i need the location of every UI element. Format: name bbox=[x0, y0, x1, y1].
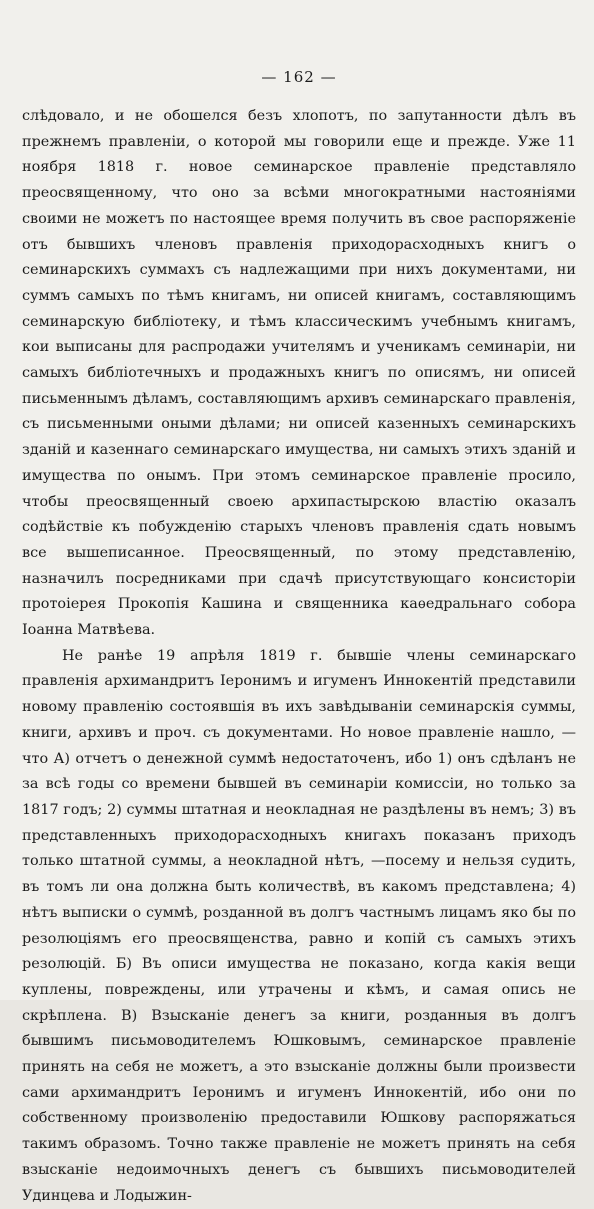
page-number: — 162 — bbox=[261, 68, 337, 86]
paragraph-april-1819: Не ранѣе 19 апрѣля 1819 г. бывшіе члены семинарскаго правленія архимандритъ Іеронимъ и игуменъ Иннокентій представили новому правленію состоявшія въ ихъ завѣдываніи семинарскія суммы, книги, архивъ и проч. съ документами. Но новое правленіе нашло, —что А) отчетъ о денежной суммѣ недостаточенъ, ибо 1) онъ сдѣланъ не за всѣ годы со времени бывшей въ семинаріи комиссіи, но только за 1817 годъ; 2) суммы штатная и неокладная не раздѣлены въ немъ; 3) въ представленныхъ приходорасходныхъ книгахъ показанъ приходъ только штатной суммы, а неокладной нѣтъ, —посему и нельзя судить, въ томъ ли она должна быть количествѣ, въ какомъ представлена; 4) нѣтъ выписки о суммѣ, розданной въ долгъ частнымъ лицамъ яко бы по резолюціямъ его преосвященства, равно и копій съ самыхъ этихъ резолюцій. Б) Въ описи имущества не показано, когда какія вещи куплены, повреждены, или утрачены и кѣмъ, и самая опись не скрѣплена. В) Взысканіе денегъ за книги, розданныя въ долгъ бывшимъ письмоводителемъ Юшковымъ, семинарское правленіе принять на себя не можетъ, а это взысканіе должны были произвести сами архимандритъ Іеронимъ и игуменъ Иннокентій, ибо они по собственному произволенію предоставили Юшкову распоряжаться такимъ образомъ. Точно также правленіе не можетъ принять на себя взысканіе недоимочныхъ денегъ съ бывшихъ письмоводителей Удинцева и Лодыжин- bbox=[22, 647, 576, 1204]
paragraph-continuation: слѣдовало, и не обошелся безъ хлопотъ, по запутанности дѣлъ въ прежнемъ правленіи, о которой мы говорили еще и прежде. Уже 11 ноября 1818 г. новое семинарское правленіе представляло преосвященному, что оно за всѣми многократными настояніями своими не можетъ по настоящее время получить въ свое распоряженіе отъ бывшихъ членовъ правленія приходорасходныхъ книгъ о семинарскихъ суммахъ съ надлежащими при нихъ документами, ни суммъ самыхъ по тѣмъ книгамъ, ни описей книгамъ, составляющимъ семинарскую библіотеку, и тѣмъ классическимъ учебнымъ книгамъ, кои выписаны для распродажи учителямъ и ученикамъ семинаріи, ни самыхъ библіотечныхъ и продажныхъ книгъ по описямъ, ни описей письменнымъ дѣламъ, составляющимъ архивъ семинарскаго правленія, съ письменными оными дѣлами; ни описей казенныхъ семинарскихъ зданій и казеннаго семинарскаго имущества, ни самыхъ этихъ зданій и имущества по онымъ. При этомъ семинарское правленіе просило, чтобы преосвященный своею архипастырскою властію оказалъ содѣйствіе къ побужденію старыхъ членовъ правленія сдать новымъ все вышеписанное. Преосвященный, по этому представленію, назначилъ посредниками при сдачѣ присутствующаго консисторіи протоіерея Прокопія Кашина и священника каѳедральнаго собора Іоанна Матвѣева. bbox=[22, 108, 576, 639]
